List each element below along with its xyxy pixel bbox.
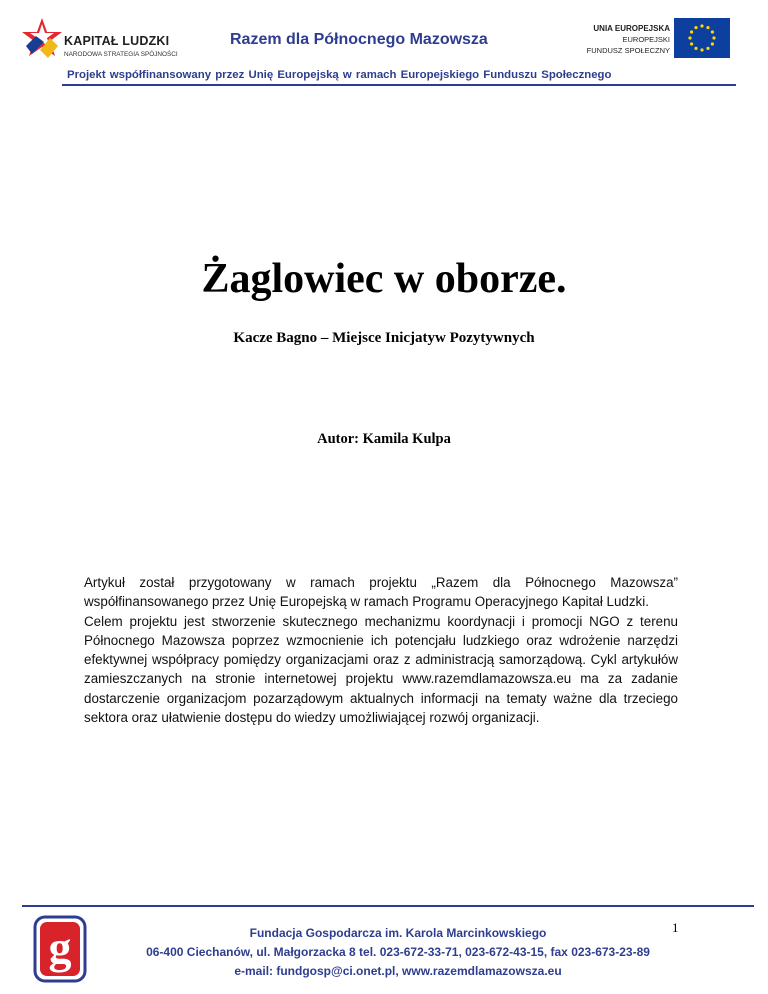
cofinance-line: Projekt współfinansowany przez Unię Europejską w ramach Europejskiego Funduszu Społecznego (67, 69, 612, 81)
document-subtitle: Kacze Bagno – Miejsce Inicjatyw Pozytywnych (233, 330, 535, 346)
fundacja-gospodarcza-logo-icon (33, 915, 87, 983)
footer-organization: Fundacja Gospodarcza im. Karola Marcinkowskiego (249, 926, 547, 940)
eu-flag-icon (674, 18, 730, 58)
footer-divider (22, 905, 754, 907)
footer-address: 06-400 Ciechanów, ul. Małgorzacka 8 tel. 023-672-33-71, 023-672-43-15, fax 023-673-23-89 (146, 945, 650, 959)
page-number: 1 (672, 920, 679, 935)
kapital-ludzki-subtitle: NARODOWA STRATEGIA SPÓJNOŚCI (64, 51, 178, 58)
eu-logo-line3: FUNDUSZ SPOŁECZNY (586, 46, 670, 55)
footer-contact (88, 924, 708, 981)
document-title: Żaglowiec w oborze. (201, 256, 567, 302)
kapital-ludzki-logo (22, 14, 232, 64)
eu-logo-line1: UNIA EUROPEJSKA (593, 24, 670, 33)
kapital-ludzki-star-icon (22, 16, 68, 60)
paragraph-intro: Artykuł został przygotowany w ramach projektu „Razem dla Północnego Mazowsza” współfinansowanego przez Unię Europejską w ramach Programu Operacyjnego Kapitał Ludzki. (84, 575, 678, 610)
body-text (84, 573, 678, 727)
kapital-ludzki-title: KAPITAŁ LUDZKI (64, 34, 170, 48)
project-name: Razem dla Północnego Mazowsza (230, 31, 488, 48)
document-author: Autor: Kamila Kulpa (317, 431, 451, 447)
footer-email: e-mail: fundgosp@ci.onet.pl, www.razemdlamazowsza.eu (234, 964, 562, 978)
eu-logo-text (587, 23, 670, 56)
paragraph-goal: Celem projektu jest stworzenie skutecznego mechanizmu koordynacji i promocji NGO z terenu Północnego Mazowsza poprzez wzmocnienie ich potencjału ludzkiego oraz wdrożenie narzędzi efektywnej współpracy pomiędzy organizacjami oraz z administracją samorządową. Cykl artykułów zamieszczanych na stronie internetowej projektu www.razemdlamazowsza.eu ma za zadanie dostarczenie organizacjom pozarządowym aktualnych informacji na tematy ważne dla trzeciego sektora oraz ułatwienie dostępu do wiedzy umożliwiającej rozwój organizacji. (84, 613, 678, 726)
fundacja-logo-letter: g (48, 922, 72, 973)
eu-logo-line2: EUROPEJSKI (622, 35, 670, 44)
header-divider (62, 84, 736, 86)
